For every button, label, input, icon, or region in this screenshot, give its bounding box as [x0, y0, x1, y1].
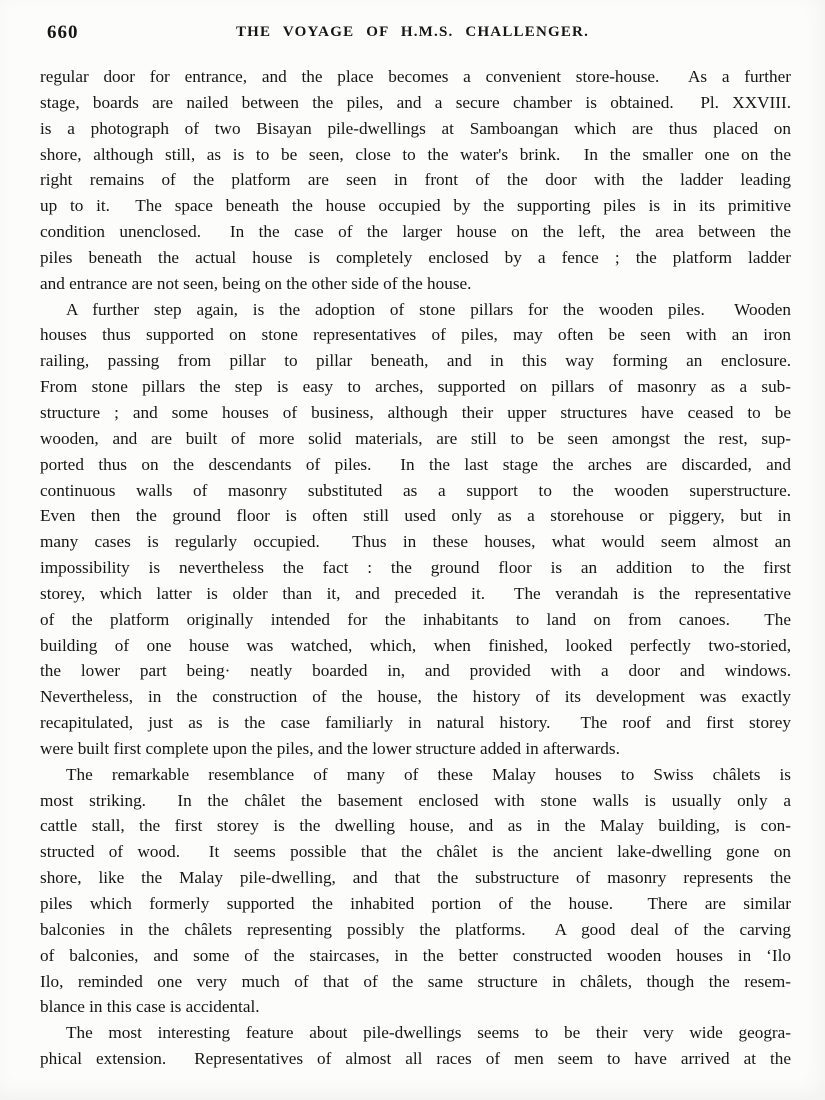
text-line: most striking. In the châlet the basement enclosed with stone walls is usually only a [40, 790, 791, 810]
text-line: houses thus supported on stone representatives of piles, may often be seen with an iron [40, 325, 791, 345]
text-line: Ilo, reminded one very much of that of the same structure in châlets, though the resem- [40, 971, 791, 991]
text-line: railing, passing from pillar to pillar beneath, and in this way forming an enclosure. [40, 351, 791, 371]
text-line: recapitulated, just as is the case familiarly in natural history. The roof and first storey [40, 713, 791, 733]
text-line: Even then the ground floor is often still used only as a storehouse or piggery, but in [40, 506, 791, 526]
text-line: phical extension. Representatives of almost all races of men seem to have arrived at the [40, 1049, 791, 1069]
text-line: ported thus on the descendants of piles. In the last stage the arches are discarded, and [40, 454, 791, 474]
text-line: cattle stall, the first storey is the dwelling house, and as in the Malay building, is con- [40, 816, 791, 836]
page-number: 660 [47, 22, 79, 43]
text-line: regular door for entrance, and the place becomes a convenient store-house. As a further [40, 67, 791, 86]
text-line: condition unenclosed. In the case of the larger house on the left, the area between the [40, 222, 791, 242]
text-line: of the platform originally intended for the inhabitants to land on from canoes. The [40, 609, 791, 629]
text-line: building of one house was watched, which, when finished, looked perfectly two-storied, [40, 635, 791, 655]
text-line: shore, like the Malay pile-dwelling, and that the substructure of masonry represents the [40, 868, 791, 888]
text-line: of balconies, and some of the staircases, in the better constructed wooden houses in ‘Ilo [40, 945, 791, 965]
text-block [40, 64, 791, 1072]
text-line: up to it. The space beneath the house occupied by the supporting piles is in its primitive [40, 196, 791, 216]
text-line: the lower part being· neatly boarded in, and provided with a door and windows. [40, 661, 791, 681]
text-line: many cases is regularly occupied. Thus in these houses, what would seem almost an [40, 532, 791, 552]
text-line: stage, boards are nailed between the piles, and a secure chamber is obtained. Pl. XXVIII. [40, 92, 791, 112]
text-line: right remains of the platform are seen in front of the door with the ladder leading [40, 170, 791, 190]
text-line: is a photograph of two Bisayan pile-dwellings at Samboangan which are thus placed on [40, 118, 791, 138]
text-line: were built first complete upon the piles, and the lower structure added in afterwards. [40, 738, 620, 758]
text-line: structed of wood. It seems possible that the châlet is the ancient lake-dwelling gone on [40, 842, 791, 862]
text-line: A further step again, is the adoption of stone pillars for the wooden piles. Wooden [66, 299, 791, 319]
text-line: blance in this case is accidental. [40, 997, 260, 1017]
text-line: balconies in the châlets representing possibly the platforms. A good deal of the carving [40, 919, 791, 939]
page-header [0, 21, 825, 47]
text-line: The remarkable resemblance of many of these Malay houses to Swiss châlets is [66, 764, 791, 784]
running-title: THE VOYAGE OF H.M.S. CHALLENGER. [235, 24, 590, 40]
text-line: impossibility is nevertheless the fact : the ground floor is an addition to the first [40, 558, 791, 578]
text-line: piles beneath the actual house is completely enclosed by a fence ; the platform ladder [40, 247, 791, 267]
text-line: From stone pillars the step is easy to arches, supported on pillars of masonry as a sub- [40, 377, 791, 397]
text-line: continuous walls of masonry substituted as a support to the wooden superstructure. [40, 480, 791, 500]
text-line: wooden, and are built of more solid materials, are still to be seen amongst the rest, sup- [40, 428, 791, 448]
text-line: and entrance are not seen, being on the other side of the house. [40, 273, 472, 293]
text-line: structure ; and some houses of business, although their upper structures have ceased to be [40, 402, 791, 422]
text-line: storey, which latter is older than it, and preceded it. The verandah is the representative [40, 583, 791, 603]
text-line: piles which formerly supported the inhabited portion of the house. There are similar [40, 894, 791, 913]
text-line: shore, although still, as is to be seen, close to the water's brink. In the smaller one on the [40, 144, 791, 164]
text-line: The most interesting feature about pile-dwellings seems to be their very wide geogra- [66, 1023, 791, 1043]
text-line: Nevertheless, in the construction of the house, the history of its development was exactly [40, 687, 791, 707]
